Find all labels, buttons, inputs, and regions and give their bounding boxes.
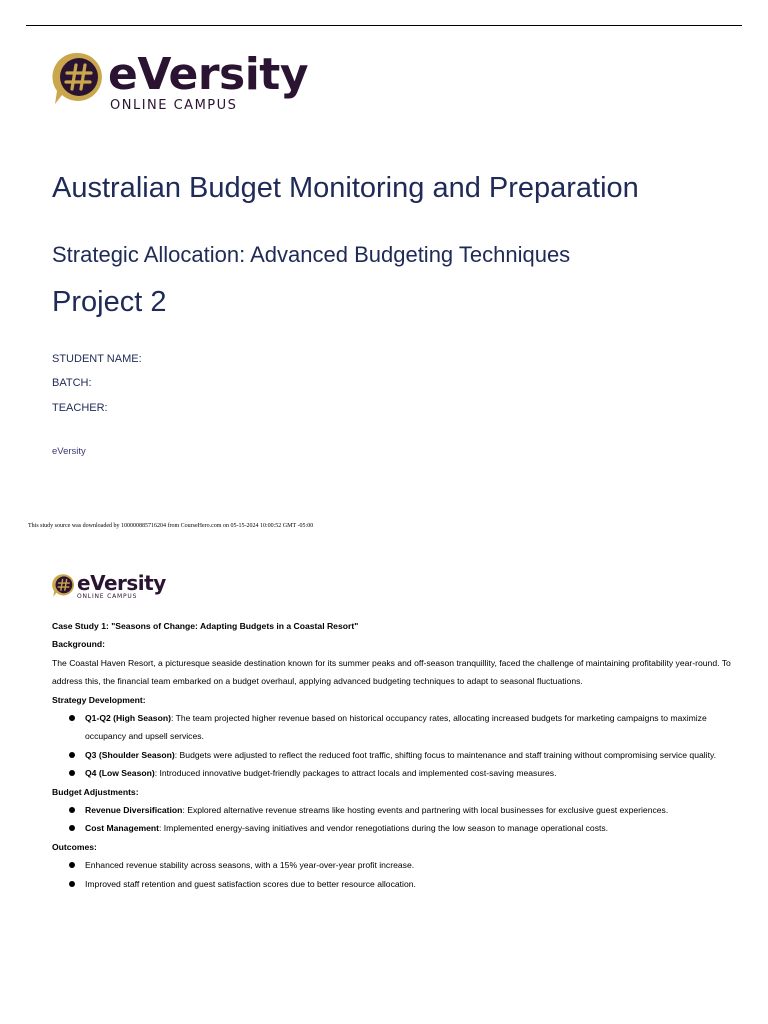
case-study-title: Case Study 1: "Seasons of Change: Adapting Budgets in a Coastal Resort" [52, 621, 359, 631]
institution-name: eVersity [52, 446, 86, 457]
logo-wordmark: eVersity [108, 49, 309, 100]
list-item [52, 819, 732, 837]
list-item [52, 764, 732, 782]
outcomes-list [52, 856, 732, 893]
item-label: Cost Management [85, 823, 160, 834]
item-text: : The team projected higher revenue based on historical occupancy rates, allocating increased budgets for marketing campaigns to maximize occupancy and upsell services. [85, 713, 707, 742]
list-item: Improved staff retention and guest satisfaction scores due to better resource allocation. [52, 875, 732, 893]
project-label: Project 2 [52, 286, 167, 318]
eversity-logo-small [52, 573, 166, 600]
eversity-hash-icon [52, 51, 104, 106]
background-heading: Background: [52, 639, 105, 650]
list-item: Enhanced revenue stability across seasons, with a 15% year-over-year profit increase. [52, 856, 732, 874]
adjustments-heading: Budget Adjustments: [52, 786, 139, 797]
student-name-label: STUDENT NAME: [52, 353, 142, 365]
item-label: Revenue Diversification [85, 805, 183, 816]
item-text: : Introduced innovative budget-friendly packages to attract locals and implemented cost-saving measures. [154, 768, 557, 779]
item-text: : Explored alternative revenue streams like hosting events and partnering with local businesses for exclusive guest experiences. [182, 805, 669, 816]
logo-tagline: ONLINE CAMPUS [110, 98, 238, 113]
item-label: Q4 (Low Season) [85, 768, 155, 779]
strategy-heading: Strategy Development: [52, 694, 146, 705]
eversity-logo [52, 51, 308, 112]
list-item [52, 746, 732, 764]
logo-tagline: ONLINE CAMPUS [77, 593, 138, 600]
list-item [52, 801, 732, 819]
item-label: Q1-Q2 (High Season) [85, 713, 171, 724]
eversity-hash-icon [52, 573, 75, 598]
item-text: : Budgets were adjusted to reflect the reduced foot traffic, shifting focus to maintenance and staff training without compromising service quality. [174, 749, 717, 760]
item-label: Q3 (Shoulder Season) [85, 749, 175, 760]
background-text: The Coastal Haven Resort, a picturesque seaside destination known for its summer peaks and off-season tranquillity, faced the challenge of maintaining profitability year-round. To address this, the financial team embarked on a budget overhaul, applying advanced budgeting techniques to adapt to seasonal fluctuations. [52, 657, 731, 687]
source-note: This study source was downloaded by 100000885716204 from CourseHero.com on 05-15-2024 10:00:52 GMT -05:00 [28, 523, 314, 529]
logo-wordmark: eVersity [77, 571, 166, 595]
document-subtitle: Strategic Allocation: Advanced Budgeting Techniques [52, 242, 571, 267]
teacher-label: TEACHER: [52, 402, 108, 414]
strategy-list [52, 709, 732, 783]
document-title: Australian Budget Monitoring and Preparation [52, 172, 639, 204]
top-rule [26, 25, 742, 26]
batch-label: BATCH: [52, 377, 92, 389]
case-study-content [52, 617, 732, 893]
item-text: : Implemented energy-saving initiatives and vendor renegotiations during the low season to manage operational costs. [159, 823, 609, 834]
outcomes-heading: Outcomes: [52, 841, 97, 852]
adjustments-list [52, 801, 732, 838]
list-item [52, 709, 732, 746]
